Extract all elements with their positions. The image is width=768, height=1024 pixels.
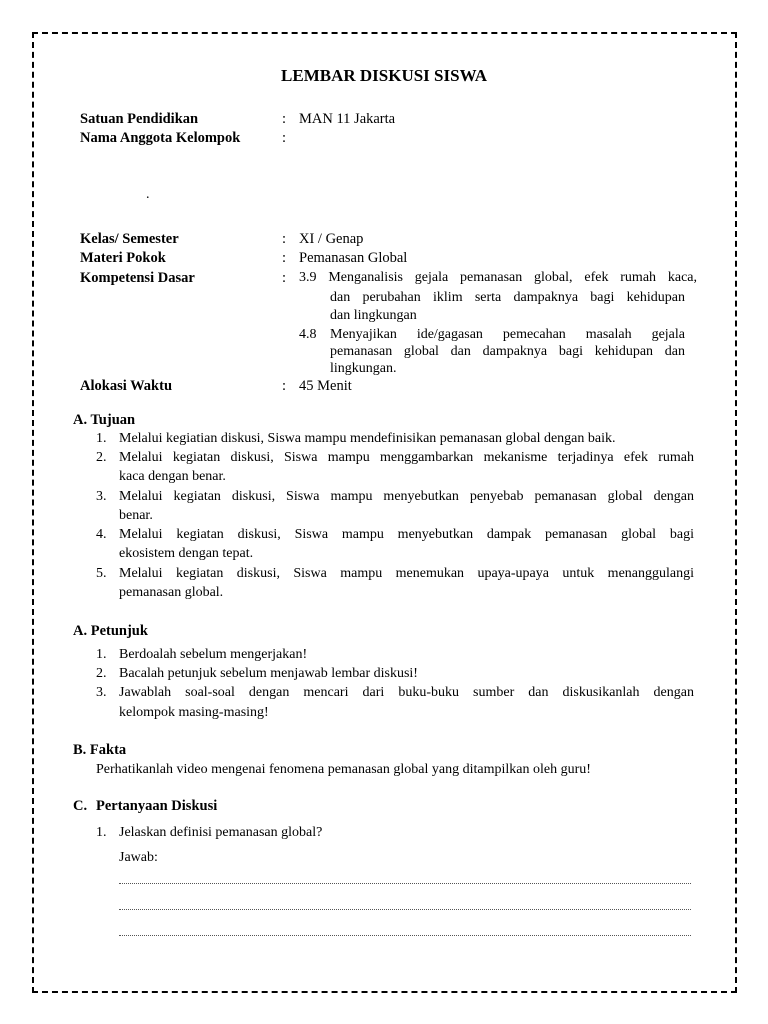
anggota-label: Nama Anggota Kelompok	[80, 130, 241, 146]
fakta-heading: B. Fakta	[73, 742, 127, 758]
list-number: 1.	[96, 647, 107, 662]
kd2-number: 4.8	[299, 327, 317, 342]
list-item: Jawablah soal-soal dengan mencari dari buku-buku sumber dan diskusikanlah dengan	[119, 685, 694, 700]
kd-label: Kompetensi Dasar	[80, 270, 195, 286]
colon: :	[282, 378, 287, 394]
satuan-value: MAN 11 Jakarta	[299, 111, 396, 127]
answer-line[interactable]	[119, 881, 691, 884]
list-number: 2.	[96, 666, 107, 681]
page-title: LEMBAR DISKUSI SISWA	[281, 66, 487, 85]
list-item-continuation: benar.	[119, 508, 153, 523]
kelas-label: Kelas/ Semester	[80, 231, 179, 247]
list-item: Berdoalah sebelum mengerjakan!	[119, 647, 308, 662]
alokasi-label: Alokasi Waktu	[80, 378, 173, 394]
materi-value: Pemanasan Global	[299, 250, 408, 266]
alokasi-value: 45 Menit	[299, 378, 352, 394]
colon: :	[282, 111, 287, 127]
list-item: Melalui kegiatan diskusi, Siswa mampu menggambarkan mekanisme terjadinya efek rumah	[119, 450, 694, 465]
kelas-value: XI / Genap	[299, 231, 364, 247]
kd1-line3: dan lingkungan	[330, 308, 417, 323]
colon: :	[282, 250, 287, 266]
question-text: Jelaskan definisi pemanasan global?	[119, 825, 323, 840]
list-item: Melalui kegiatan diskusi, Siswa mampu menemukan upaya-upaya untuk menanggulangi	[119, 566, 694, 581]
list-item: Bacalah petunjuk sebelum menjawab lembar diskusi!	[119, 666, 418, 681]
list-number: 5.	[96, 566, 107, 581]
kd2-line1: Menyajikan ide/gagasan pemecahan masalah gejala	[330, 327, 685, 342]
kd1-line1: 3.9 Menganalisis gejala pemanasan global, efek rumah kaca,	[299, 270, 697, 285]
list-number: 2.	[96, 450, 107, 465]
list-item-continuation: kaca dengan benar.	[119, 469, 226, 484]
list-item-continuation: ekosistem dengan tepat.	[119, 546, 254, 561]
fakta-text: Perhatikanlah video mengenai fenomena pemanasan global yang ditampilkan oleh guru!	[96, 762, 591, 777]
materi-label: Materi Pokok	[80, 250, 166, 266]
list-item: Melalui kegiatian diskusi, Siswa mampu mendefinisikan pemanasan global dengan baik.	[119, 431, 616, 446]
list-item-continuation: kelompok masing-masing!	[119, 705, 269, 720]
list-number: 4.	[96, 527, 107, 542]
colon: :	[282, 231, 287, 247]
list-number: 3.	[96, 489, 107, 504]
pertanyaan-heading-letter: C.	[73, 798, 88, 814]
tujuan-heading: A. Tujuan	[73, 412, 136, 428]
pertanyaan-heading: Pertanyaan Diskusi	[96, 798, 218, 814]
petunjuk-heading: A. Petunjuk	[73, 623, 148, 639]
answer-label: Jawab:	[119, 850, 158, 865]
kd2-line2: pemanasan global dan dampaknya bagi kehidupan dan	[330, 344, 685, 359]
answer-line[interactable]	[119, 933, 691, 936]
colon: :	[282, 270, 287, 286]
list-item-continuation: pemanasan global.	[119, 585, 224, 600]
kd2-line3: lingkungan.	[330, 361, 397, 376]
kd1-line2: dan perubahan iklim serta dampaknya bagi kehidupan	[330, 290, 685, 305]
list-item: Melalui kegiatan diskusi, Siswa mampu menyebutkan dampak pemanasan global bagi	[119, 527, 694, 542]
colon: :	[282, 130, 287, 146]
satuan-label: Satuan Pendidikan	[80, 111, 199, 127]
list-number: 3.	[96, 685, 107, 700]
answer-line[interactable]	[119, 907, 691, 910]
list-number: 1.	[96, 431, 107, 446]
stray-dot: .	[146, 187, 150, 202]
list-item: Melalui kegiatan diskusi, Siswa mampu menyebutkan penyebab pemanasan global dengan	[119, 489, 694, 504]
question-number: 1.	[96, 825, 107, 840]
